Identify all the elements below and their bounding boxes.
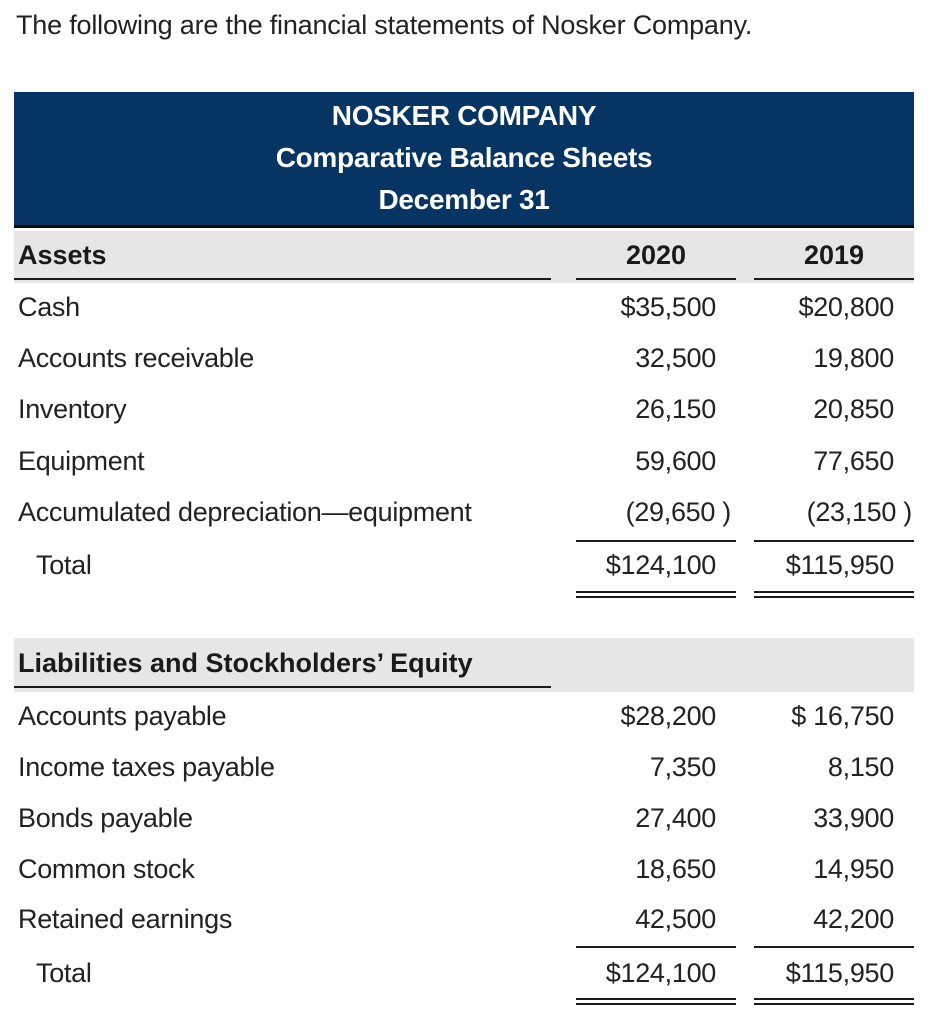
value-2019: 20,850 (813, 394, 894, 424)
total-2019: $115,950 (785, 958, 894, 988)
statement-header (14, 92, 914, 228)
value-2019: 77,650 (813, 446, 894, 476)
liabilities-heading: Liabilities and Stockholders’ Equity (18, 648, 473, 678)
double-rule-2020-b (576, 1003, 736, 1005)
value-2019: $ 16,750 (791, 701, 894, 731)
statement-title: Comparative Balance Sheets (275, 142, 653, 173)
liabilities-heading-rule (14, 686, 551, 688)
double-rule-2020-a (576, 998, 736, 1000)
value-2020: $35,500 (620, 292, 716, 322)
row-label: Common stock (18, 854, 195, 884)
year-2019-rule (754, 278, 914, 280)
row-label: Equipment (18, 446, 145, 476)
subtotal-rule-2020 (576, 946, 736, 948)
value-2020: 32,500 (635, 343, 716, 373)
row-label: Bonds payable (18, 803, 193, 833)
company-name: NOSKER COMPANY (331, 100, 597, 131)
year-2020-header: 2020 (625, 240, 687, 270)
total-2019: $115,950 (785, 550, 894, 580)
row-label: Retained earnings (18, 904, 233, 934)
double-rule-2019-b (754, 1003, 914, 1005)
row-label: Cash (18, 292, 80, 322)
assets-heading-rule (14, 278, 551, 280)
assets-heading: Assets (18, 240, 107, 270)
row-label: Inventory (18, 394, 127, 424)
value-2020: 42,500 (635, 904, 716, 934)
subtotal-rule-2019 (754, 946, 914, 948)
value-2020: 27,400 (635, 803, 716, 833)
value-2020: 18,650 (635, 854, 716, 884)
value-2020: 7,350 (649, 752, 716, 782)
intro-text: The following are the financial statements of Nosker Company. (16, 10, 753, 40)
double-rule-2020-a (576, 591, 736, 593)
value-2019: 42,200 (813, 904, 894, 934)
row-label: Accounts receivable (18, 343, 254, 373)
double-rule-2019-a (754, 591, 914, 593)
value-2019: 14,950 (813, 854, 894, 884)
total-label: Total (36, 550, 92, 580)
value-2019: (23,150 ) (806, 497, 912, 527)
value-2020: (29,650 ) (625, 497, 731, 527)
year-2019-header: 2019 (803, 240, 865, 270)
total-2020: $124,100 (605, 550, 716, 580)
value-2020: $28,200 (620, 701, 716, 731)
row-label: Income taxes payable (18, 752, 275, 782)
row-label: Accounts payable (18, 701, 227, 731)
value-2019: 19,800 (813, 343, 894, 373)
value-2020: 59,600 (635, 446, 716, 476)
subtotal-rule-2020 (576, 540, 736, 542)
double-rule-2019-b (754, 596, 914, 598)
statement-date: December 31 (378, 184, 550, 215)
value-2019: 33,900 (813, 803, 894, 833)
double-rule-2020-b (576, 596, 736, 598)
value-2019: 8,150 (827, 752, 894, 782)
total-2020: $124,100 (605, 958, 716, 988)
row-label: Accumulated depreciation—equipment (18, 497, 472, 527)
subtotal-rule-2019 (754, 540, 914, 542)
value-2019: $20,800 (798, 292, 894, 322)
double-rule-2019-a (754, 998, 914, 1000)
total-label: Total (36, 958, 92, 988)
year-2020-rule (576, 278, 736, 280)
value-2020: 26,150 (635, 394, 716, 424)
